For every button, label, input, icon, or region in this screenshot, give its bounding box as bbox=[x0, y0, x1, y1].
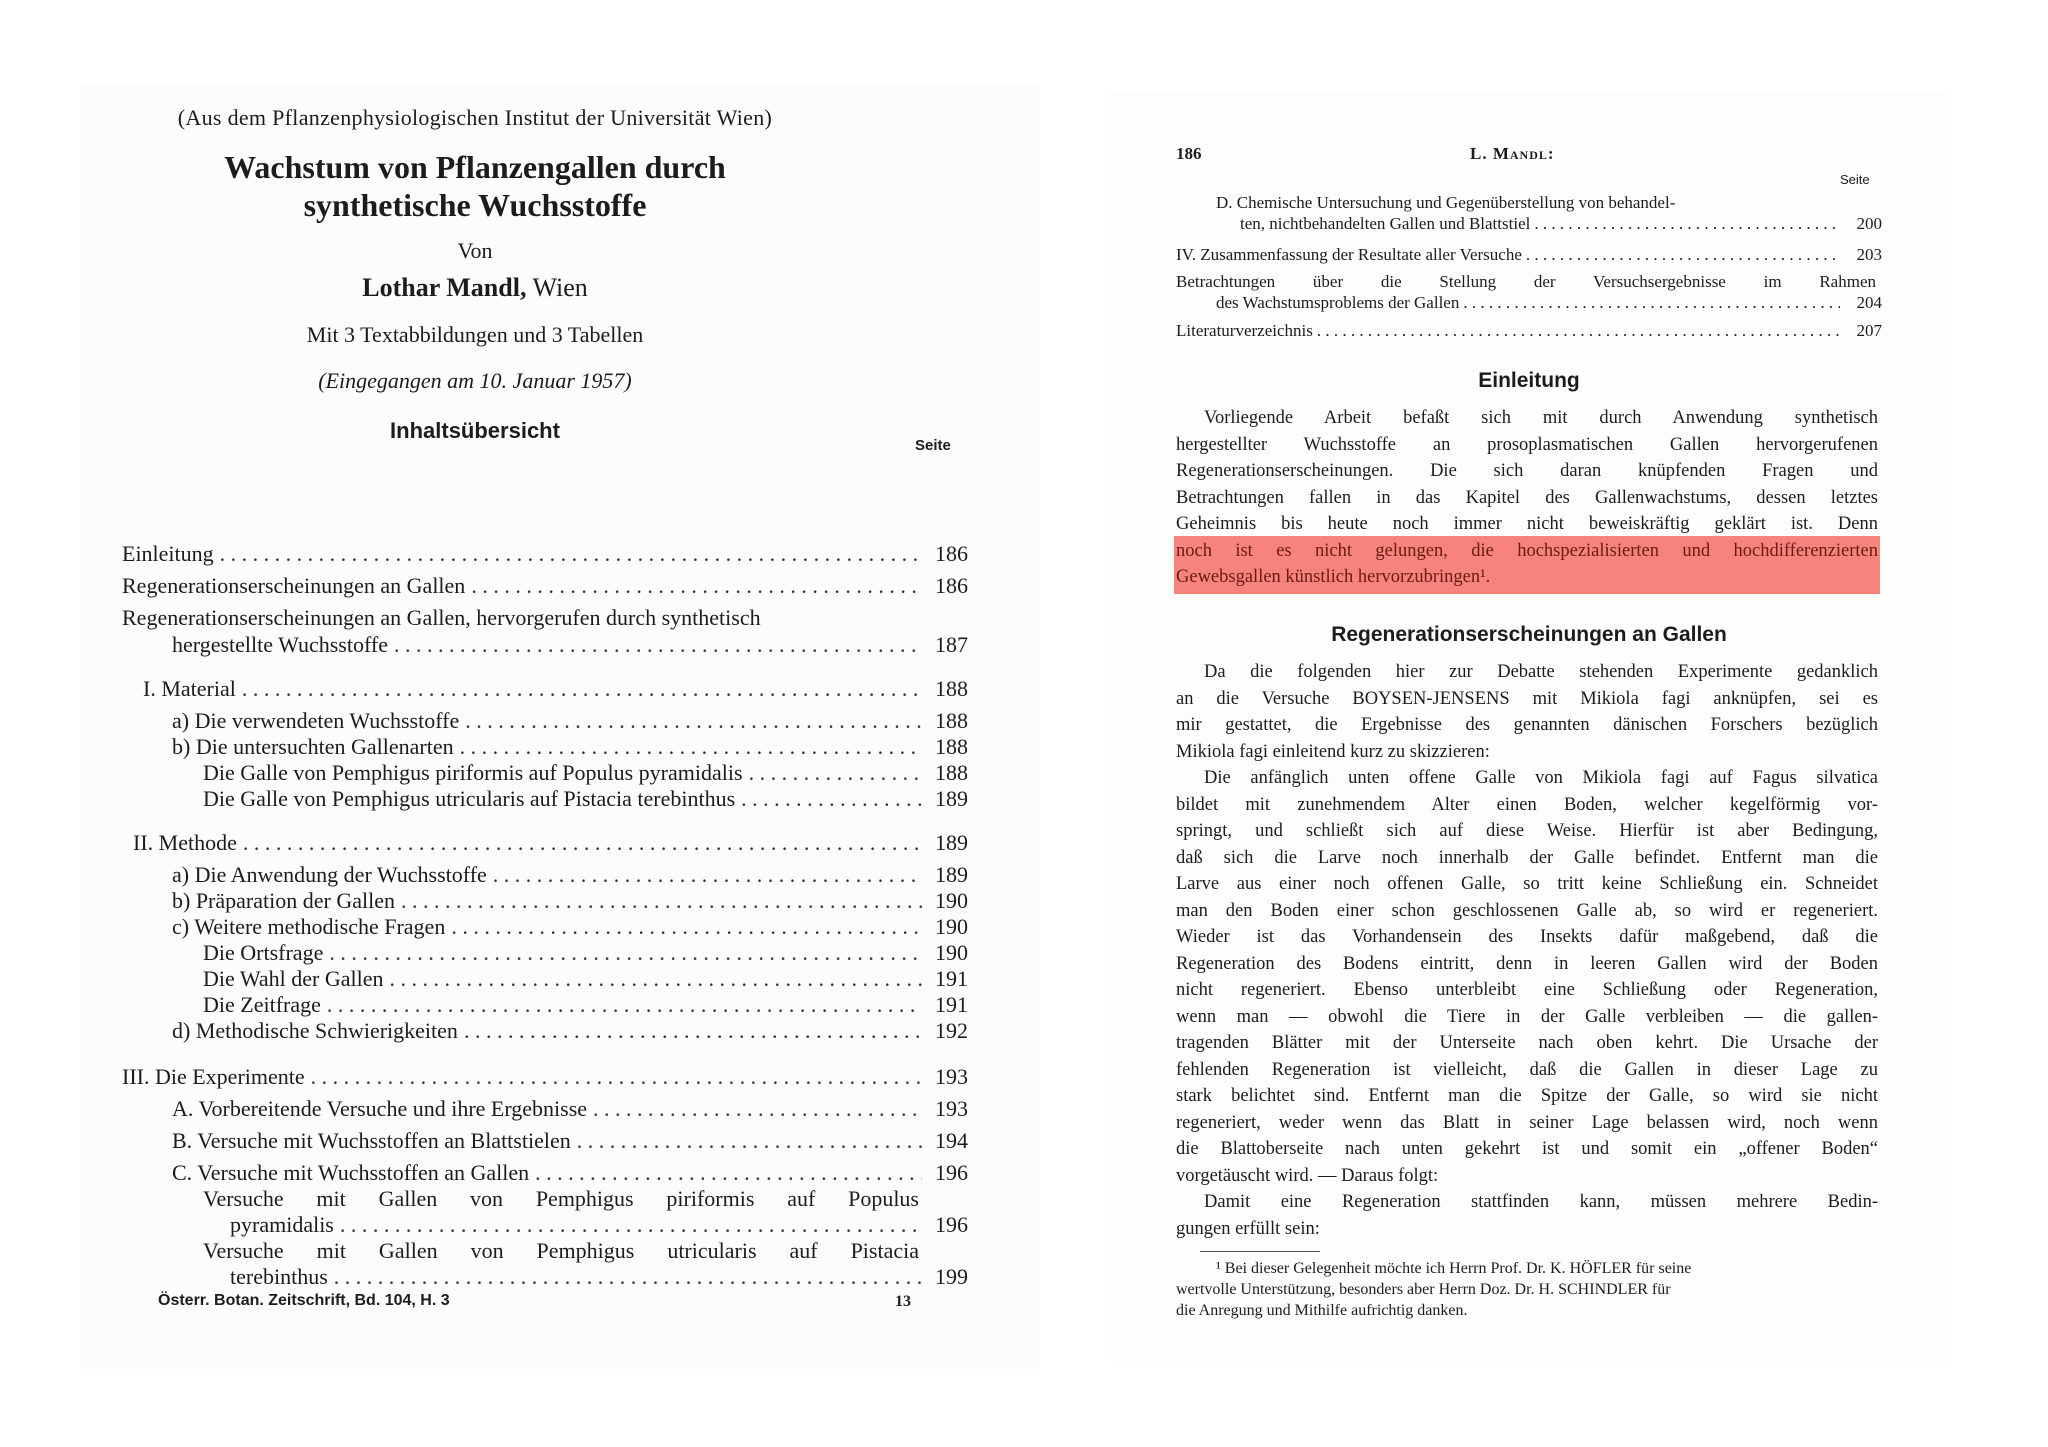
toc-entry: C. Versuche mit Wuchsstoffen an Gallen . . . 196 bbox=[172, 1160, 968, 1186]
article-title bbox=[95, 148, 855, 224]
running-head: L. Mandl: bbox=[1470, 144, 1555, 163]
section-heading-einleitung: Einleitung bbox=[1478, 369, 1580, 392]
text-line: regeneriert, weder wenn das Blatt in seiner Lage belassen wird, noch wenn bbox=[1176, 1112, 1878, 1133]
text-line: man den Boden einer schon geschlossenen Galle ab, so wird er regeneriert. bbox=[1176, 900, 1878, 921]
toc-entry: Einleitung . . . 186 bbox=[122, 541, 968, 567]
text-line: Wieder ist das Vorhandensein des Insekts dafür maßgebend, daß die bbox=[1176, 927, 1878, 947]
text-line: hergestellter Wuchsstoffe an prosoplasmatischen Gallen hervorgerufenen bbox=[1176, 434, 1878, 455]
text-line: Da die folgenden hier zur Debatte stehenden Experimente gedanklich bbox=[1204, 662, 1878, 682]
text-line: fehlenden Regeneration ist vielleicht, daß die Gallen in dieser Lage zu bbox=[1176, 1059, 1878, 1080]
text-line: bildet mit zunehmendem Alter einen Boden, welcher kegelförmig vor- bbox=[1176, 794, 1878, 815]
text-line: tragenden Blätter mit der Unterseite nach oben kehrt. Die Ursache der bbox=[1176, 1033, 1878, 1053]
text-line: vorgetäuscht wird. — Daraus folgt: bbox=[1176, 1165, 1439, 1186]
toc-entry: Die Ortsfrage . . . 190 bbox=[203, 940, 968, 966]
toc-entry: Regenerationserscheinungen an Gallen . . . 186 bbox=[122, 573, 968, 599]
text-line: springt, und schließt sich auf diese Weise. Hierfür ist aber Bedingung, bbox=[1176, 821, 1878, 841]
text-line: Betrachtungen fallen in das Kapitel des Gallenwachstums, dessen letztes bbox=[1176, 487, 1878, 508]
sheet-number: 13 bbox=[895, 1293, 911, 1310]
text-line: daß sich die Larve noch innerhalb der Galle befindet. Entfernt man die bbox=[1176, 847, 1878, 868]
footnote-rule bbox=[1200, 1251, 1320, 1252]
text-line: wenn man — obwohl die Tiere in der Galle verbleiben — die gallen- bbox=[1176, 1006, 1878, 1027]
toc-entry: hergestellte Wuchsstoffe . . . 187 bbox=[172, 632, 968, 658]
toc-entry: Versuche mit Gallen von Pemphigus piriformis auf Populus bbox=[203, 1186, 919, 1211]
toc-entry: des Wachstumsproblems der Gallen . . . 204 bbox=[1216, 292, 1882, 313]
toc-entry: a) Die verwendeten Wuchsstoffe . . . 188 bbox=[172, 708, 968, 734]
text-line: Damit eine Regeneration stattfinden kann, müssen mehrere Bedin- bbox=[1204, 1192, 1878, 1212]
toc-entry: IV. Zusammenfassung der Resultate aller Versuche . . . 203 bbox=[1176, 244, 1882, 265]
text-line: Regenerationserscheinungen. Die sich daran knüpfenden Fragen und bbox=[1176, 461, 1878, 481]
toc-entry: terebinthus . . . 199 bbox=[230, 1264, 968, 1290]
toc-heading: Inhaltsübersicht bbox=[390, 418, 560, 443]
text-line: Larve aus einer noch offenen Galle, so tritt keine Schließung ein. Schneidet bbox=[1176, 874, 1878, 894]
section-heading-regeneration: Regenerationserscheinungen an Gallen bbox=[1331, 623, 1727, 646]
toc-seite-label: Seite bbox=[915, 437, 951, 454]
figures-note: Mit 3 Textabbildungen und 3 Tabellen bbox=[306, 322, 644, 347]
footnote-line: ¹ Bei dieser Gelegenheit möchte ich Herrn Prof. Dr. K. HÖFLER für seine bbox=[1216, 1260, 1692, 1277]
toc-entry: ten, nichtbehandelten Gallen und Blattstiel . . . 200 bbox=[1240, 213, 1882, 234]
author-line bbox=[95, 273, 855, 303]
text-line: Geheimnis bis heute noch immer nicht beweiskräftig geklärt ist. Denn bbox=[1176, 514, 1878, 534]
text-line: mir gestattet, die Ergebnisse des genannten dänischen Forschers bezüglich bbox=[1176, 715, 1878, 735]
toc-entry: I. Material . . . 188 bbox=[143, 676, 968, 702]
intro-paragraph bbox=[1176, 405, 1878, 591]
toc-entry: Die Wahl der Gallen . . . 191 bbox=[203, 966, 968, 992]
text-line: gungen erfüllt sein: bbox=[1176, 1218, 1320, 1239]
institute-line: (Aus dem Pflanzenphysiologischen Institut der Universität Wien) bbox=[177, 105, 773, 130]
footnote-line: wertvolle Unterstützung, besonders aber Herrn Doz. Dr. H. SCHINDLER für bbox=[1176, 1281, 1671, 1298]
toc-seite-label: Seite bbox=[1840, 172, 1870, 187]
footnote-line: die Anregung und Mithilfe aufrichtig danken. bbox=[1176, 1302, 1468, 1319]
toc-entry: Die Galle von Pemphigus piriformis auf Populus pyramidalis . . . 188 bbox=[203, 760, 968, 786]
highlighted-text-line: Gewebsgallen künstlich hervorzubringen¹. bbox=[1176, 567, 1491, 587]
toc-entry: Regenerationserscheinungen an Gallen, hervorgerufen durch synthetisch bbox=[122, 605, 761, 630]
toc-entry: Die Galle von Pemphigus utricularis auf Pistacia terebinthus . . . 189 bbox=[203, 786, 968, 812]
title-line-1: Wachstum von Pflanzengallen durch bbox=[224, 149, 726, 185]
footnote bbox=[1176, 1258, 1878, 1321]
toc-entry: a) Die Anwendung der Wuchsstoffe . . . 189 bbox=[172, 862, 968, 888]
regeneration-paragraph bbox=[1176, 659, 1878, 1242]
text-line: stark belichtet sind. Entfernt man die Spitze der Galle, so wird sie nicht bbox=[1176, 1086, 1878, 1106]
toc-entry: Literaturverzeichnis . . . 207 bbox=[1176, 320, 1882, 341]
toc-entry: II. Methode . . . 189 bbox=[133, 830, 968, 856]
toc-entry: III. Die Experimente . . . 193 bbox=[122, 1064, 968, 1090]
text-line: Die anfänglich unten offene Galle von Mikiola fagi auf Fagus silvatica bbox=[1204, 768, 1878, 788]
journal-footer: Österr. Botan. Zeitschrift, Bd. 104, H. 3 bbox=[158, 1292, 450, 1309]
toc-entry: pyramidalis . . . 196 bbox=[230, 1212, 968, 1238]
toc-entry: B. Versuche mit Wuchsstoffen an Blattstielen . . . 194 bbox=[172, 1128, 968, 1154]
toc-entry: Versuche mit Gallen von Pemphigus utricularis auf Pistacia bbox=[203, 1238, 919, 1263]
toc-entry: Die Zeitfrage . . . 191 bbox=[203, 992, 968, 1018]
page-number: 186 bbox=[1176, 144, 1202, 163]
text-line: Mikiola fagi einleitend kurz zu skizzieren: bbox=[1176, 741, 1490, 762]
toc-entry: c) Weitere methodische Fragen . . . 190 bbox=[172, 914, 968, 940]
text-line: Vorliegende Arbeit befaßt sich mit durch Anwendung synthetisch bbox=[1204, 408, 1878, 428]
title-line-2: synthetische Wuchsstoffe bbox=[303, 187, 647, 223]
toc-entry: Betrachtungen über die Stellung der Versuchsergebnisse im Rahmen bbox=[1176, 272, 1876, 291]
toc-entry: b) Präparation der Gallen . . . 190 bbox=[172, 888, 968, 914]
toc-entry: d) Methodische Schwierigkeiten . . . 192 bbox=[172, 1018, 968, 1044]
received-date: (Eingegangen am 10. Januar 1957) bbox=[318, 368, 632, 393]
author-city: Wien bbox=[532, 273, 588, 302]
text-line: an die Versuche BOYSEN-JENSENS mit Mikiola fagi anknüpfen, sei es bbox=[1176, 688, 1878, 709]
text-line: nicht regeneriert. Ebenso unterbleibt eine Schließung oder Regeneration, bbox=[1176, 980, 1878, 1000]
toc-entry: D. Chemische Untersuchung und Gegenüberstellung von behandel- bbox=[1216, 193, 1676, 212]
text-line: die Blattoberseite nach unten gekehrt ist und somit ein „offener Boden“ bbox=[1176, 1139, 1878, 1159]
author-name: Lothar Mandl, bbox=[362, 273, 527, 302]
text-line: Regeneration des Bodens eintritt, denn in leeren Gallen wird der Boden bbox=[1176, 953, 1878, 974]
highlighted-text-line: noch ist es nicht gelungen, die hochspezialisierten und hochdifferenzierten bbox=[1176, 540, 1878, 561]
toc-entry: b) Die untersuchten Gallenarten . . . 188 bbox=[172, 734, 968, 760]
toc-entry: A. Vorbereitende Versuche und ihre Ergebnisse . . . 193 bbox=[172, 1096, 968, 1122]
von-label: Von bbox=[457, 238, 493, 263]
